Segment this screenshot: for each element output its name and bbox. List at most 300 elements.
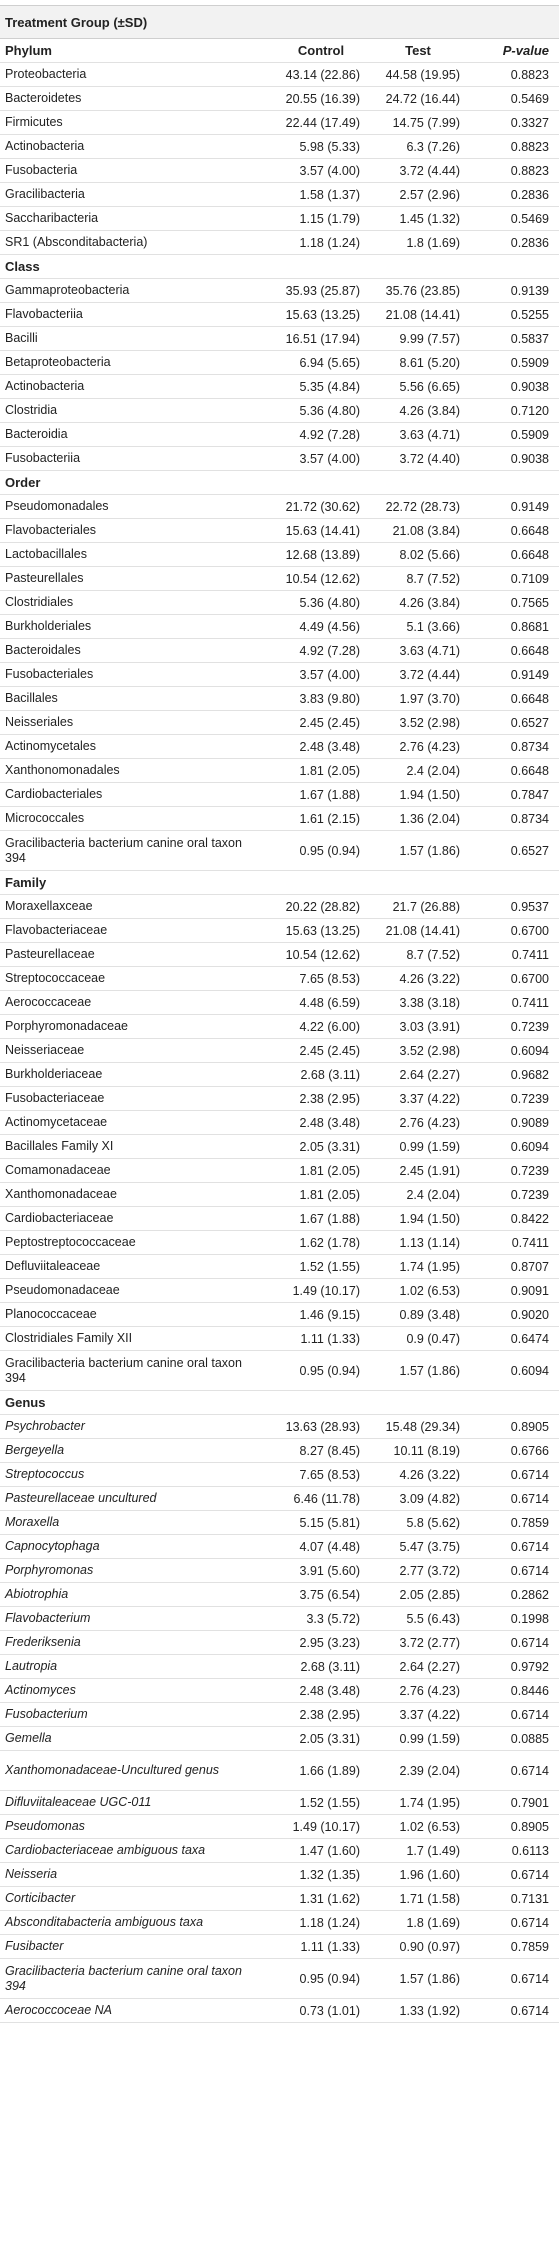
cell-test: 1.94 (1.50) <box>399 1211 460 1226</box>
cell-taxon: Xanthomonadaceae-Uncultured genus <box>5 1763 220 1777</box>
cell-control: 1.47 (1.60) <box>299 1843 360 1858</box>
cell-test: 4.26 (3.22) <box>399 971 460 986</box>
cell-test: 3.37 (4.22) <box>399 1707 460 1722</box>
cell-taxon: Bacillales <box>5 691 58 705</box>
cell-test: 0.9 (0.47) <box>406 1331 460 1346</box>
cell-test: 2.4 (2.04) <box>406 1187 460 1202</box>
table-row <box>0 735 559 759</box>
cell-control: 2.45 (2.45) <box>299 1043 360 1058</box>
cell-taxon: Neisseria <box>5 1867 58 1881</box>
cell-control: 2.68 (3.11) <box>300 1659 360 1674</box>
cell-taxon: Fusobacteria <box>5 163 78 177</box>
cell-taxon: Pasteurellales <box>5 571 84 585</box>
cell-p: 0.1998 <box>510 1611 549 1626</box>
cell-test: 3.09 (4.82) <box>399 1491 460 1506</box>
cell-control: 5.98 (5.33) <box>299 139 360 154</box>
table-row <box>0 1655 559 1679</box>
cell-p: 0.6714 <box>510 1491 549 1506</box>
cell-p: 0.0885 <box>510 1731 549 1746</box>
cell-taxon: Gammaproteobacteria <box>5 283 130 297</box>
cell-p: 0.6527 <box>510 715 549 730</box>
header-p-value: P-value <box>502 43 549 58</box>
cell-test: 5.47 (3.75) <box>399 1539 460 1554</box>
cell-p: 0.6474 <box>510 1331 549 1346</box>
cell-test: 8.02 (5.66) <box>399 547 460 562</box>
cell-control: 2.48 (3.48) <box>299 1683 360 1698</box>
cell-test: 1.8 (1.69) <box>406 1915 460 1930</box>
cell-control: 0.95 (0.94) <box>299 843 360 858</box>
cell-taxon: Fusobacteriales <box>5 667 94 681</box>
table-row <box>0 1679 559 1703</box>
cell-test: 0.99 (1.59) <box>399 1731 460 1746</box>
cell-p: 0.8734 <box>510 739 549 754</box>
cell-taxon: Flavobacterium <box>5 1611 91 1625</box>
cell-control: 1.18 (1.24) <box>299 1915 360 1930</box>
cell-p: 0.2862 <box>510 1587 549 1602</box>
cell-p: 0.7120 <box>510 403 549 418</box>
cell-test: 1.71 (1.58) <box>399 1891 460 1906</box>
cell-test: 3.03 (3.91) <box>399 1019 460 1034</box>
cell-test: 3.72 (4.44) <box>399 667 460 682</box>
cell-control: 1.32 (1.35) <box>299 1867 360 1882</box>
cell-p: 0.6714 <box>510 1635 549 1650</box>
cell-control: 0.95 (0.94) <box>299 1363 360 1378</box>
cell-test: 1.8 (1.69) <box>406 235 460 250</box>
cell-taxon: Peptostreptococcaceae <box>5 1235 136 1249</box>
cell-p: 0.9089 <box>510 1115 549 1130</box>
cell-p: 0.6094 <box>510 1043 549 1058</box>
cell-p: 0.6714 <box>510 1467 549 1482</box>
cell-taxon: Betaproteobacteria <box>5 355 111 369</box>
table-row <box>0 87 559 111</box>
cell-taxon: Lactobacillales <box>5 547 87 561</box>
cell-control: 1.52 (1.55) <box>299 1259 360 1274</box>
cell-test: 0.99 (1.59) <box>399 1139 460 1154</box>
cell-taxon: Pseudomonadales <box>5 499 109 513</box>
cell-control: 15.63 (13.25) <box>285 923 360 938</box>
cell-taxon: Cardiobacteriales <box>5 787 103 801</box>
cell-control: 3.75 (6.54) <box>299 1587 360 1602</box>
cell-test: 4.26 (3.84) <box>399 403 460 418</box>
cell-taxon: Difluviitaleaceae UGC-011 <box>5 1795 152 1809</box>
cell-taxon: Comamonadaceae <box>5 1163 111 1177</box>
table-row <box>0 447 559 471</box>
table-row <box>0 159 559 183</box>
cell-taxon: Fusobacteriia <box>5 451 81 465</box>
cell-control: 2.48 (3.48) <box>299 1115 360 1130</box>
cell-p: 0.8823 <box>510 163 549 178</box>
cell-p: 0.8681 <box>510 619 549 634</box>
cell-taxon: Clostridia <box>5 403 58 417</box>
table-row <box>0 1415 559 1439</box>
cell-test: 2.76 (4.23) <box>399 1115 460 1130</box>
table-row <box>0 1631 559 1655</box>
section-heading: Family <box>0 871 559 895</box>
table-row <box>0 1303 559 1327</box>
cell-control: 1.18 (1.24) <box>299 235 360 250</box>
cell-p: 0.7411 <box>511 1235 549 1250</box>
cell-taxon: Actinomycetales <box>5 739 97 753</box>
cell-test: 2.64 (2.27) <box>399 1659 460 1674</box>
cell-p: 0.7239 <box>510 1019 549 1034</box>
cell-control: 5.15 (5.81) <box>299 1515 360 1530</box>
cell-taxon: Pseudomonadaceae <box>5 1283 120 1297</box>
cell-taxon: Flavobacteriaceae <box>5 923 108 937</box>
table-row <box>0 639 559 663</box>
table-row <box>0 1487 559 1511</box>
cell-p: 0.7411 <box>511 947 549 962</box>
cell-taxon: Actinomycetaceae <box>5 1115 108 1129</box>
cell-control: 4.07 (4.48) <box>299 1539 360 1554</box>
cell-test: 8.7 (7.52) <box>406 571 460 586</box>
cell-p: 0.8422 <box>510 1211 549 1226</box>
cell-p: 0.8734 <box>510 811 549 826</box>
table-row <box>0 495 559 519</box>
cell-p: 0.6700 <box>510 923 549 938</box>
table-row <box>0 1863 559 1887</box>
cell-p: 0.7859 <box>510 1515 549 1530</box>
cell-test: 5.5 (6.43) <box>406 1611 460 1626</box>
cell-p: 0.7859 <box>510 1939 549 1954</box>
table-row <box>0 183 559 207</box>
cell-control: 0.95 (0.94) <box>299 1971 360 1986</box>
cell-test: 6.3 (7.26) <box>406 139 460 154</box>
cell-p: 0.5909 <box>510 427 549 442</box>
cell-control: 1.66 (1.89) <box>299 1763 360 1778</box>
cell-control: 3.3 (5.72) <box>306 1611 360 1626</box>
cell-control: 22.44 (17.49) <box>285 115 360 130</box>
cell-control: 1.61 (2.15) <box>299 811 360 826</box>
cell-test: 2.4 (2.04) <box>406 763 460 778</box>
cell-p: 0.9537 <box>510 899 549 914</box>
cell-control: 12.68 (13.89) <box>285 547 360 562</box>
cell-taxon: Proteobacteria <box>5 67 87 81</box>
cell-p: 0.7565 <box>510 595 549 610</box>
cell-test: 2.77 (3.72) <box>399 1563 460 1578</box>
table-row <box>0 567 559 591</box>
cell-test: 1.13 (1.14) <box>399 1235 460 1250</box>
cell-test: 4.26 (3.84) <box>399 595 460 610</box>
cell-taxon: Pseudomonas <box>5 1819 85 1833</box>
cell-taxon: Neisseriaceae <box>5 1043 85 1057</box>
cell-test: 0.90 (0.97) <box>399 1939 460 1954</box>
cell-test: 1.33 (1.92) <box>399 2003 460 2018</box>
cell-test: 3.63 (4.71) <box>399 427 460 442</box>
cell-test: 1.36 (2.04) <box>399 811 460 826</box>
cell-control: 1.15 (1.79) <box>299 211 360 226</box>
table-row <box>0 1559 559 1583</box>
table-row <box>0 1015 559 1039</box>
cell-control: 15.63 (13.25) <box>285 307 360 322</box>
cell-taxon: Bacteroidia <box>5 427 68 441</box>
table-row <box>0 615 559 639</box>
cell-control: 2.05 (3.31) <box>299 1139 360 1154</box>
cell-taxon: Clostridiales <box>5 595 74 609</box>
cell-p: 0.6527 <box>510 843 549 858</box>
cell-taxon: Actinobacteria <box>5 379 85 393</box>
cell-control: 1.31 (1.62) <box>299 1891 360 1906</box>
table-row <box>0 1463 559 1487</box>
cell-p: 0.9149 <box>510 499 549 514</box>
cell-control: 43.14 (22.86) <box>285 67 360 82</box>
cell-control: 3.91 (5.60) <box>299 1563 360 1578</box>
cell-p: 0.6714 <box>510 1971 549 1986</box>
table-row <box>0 1327 559 1351</box>
cell-test: 3.63 (4.71) <box>399 643 460 658</box>
cell-test: 1.57 (1.86) <box>399 1363 460 1378</box>
cell-test: 2.64 (2.27) <box>399 1067 460 1082</box>
cell-test: 8.61 (5.20) <box>399 355 460 370</box>
cell-test: 2.76 (4.23) <box>399 739 460 754</box>
cell-test: 21.7 (26.88) <box>392 899 460 914</box>
table-row <box>0 943 559 967</box>
cell-control: 5.36 (4.80) <box>299 403 360 418</box>
cell-p: 0.7109 <box>510 571 549 586</box>
cell-control: 6.46 (11.78) <box>293 1491 360 1506</box>
header-test: Test <box>405 43 431 58</box>
cell-control: 7.65 (8.53) <box>299 1467 360 1482</box>
table-row <box>0 423 559 447</box>
cell-taxon: Lautropia <box>5 1659 58 1673</box>
cell-test: 1.97 (3.70) <box>399 691 460 706</box>
table-row <box>0 1255 559 1279</box>
cell-control: 1.46 (9.15) <box>299 1307 360 1322</box>
cell-taxon: SR1 (Absconditabacteria) <box>5 235 148 249</box>
cell-control: 5.36 (4.80) <box>299 595 360 610</box>
table-row <box>0 1583 559 1607</box>
table-row <box>0 1935 559 1959</box>
cell-taxon: Moraxellaxceae <box>5 899 93 913</box>
cell-p: 0.9038 <box>510 379 549 394</box>
table-row <box>0 663 559 687</box>
cell-p: 0.8905 <box>510 1419 549 1434</box>
cell-taxon: Gracilibacteria bacterium canine oral taxon 394 <box>5 835 242 865</box>
cell-p: 0.7901 <box>510 1795 549 1810</box>
cell-control: 8.27 (8.45) <box>299 1443 360 1458</box>
cell-taxon: Burkholderiales <box>5 619 92 633</box>
cell-p: 0.6714 <box>510 1539 549 1554</box>
cell-p: 0.6714 <box>510 1763 549 1778</box>
cell-p: 0.5909 <box>510 355 549 370</box>
cell-control: 1.67 (1.88) <box>299 1211 360 1226</box>
cell-taxon: Neisseriales <box>5 715 74 729</box>
table-row <box>0 1039 559 1063</box>
cell-taxon: Flavobacteriales <box>5 523 97 537</box>
cell-test: 1.57 (1.86) <box>399 1971 460 1986</box>
cell-p: 0.6648 <box>510 763 549 778</box>
cell-control: 4.48 (6.59) <box>299 995 360 1010</box>
cell-taxon: Planococcaceae <box>5 1307 97 1321</box>
cell-p: 0.6714 <box>510 1915 549 1930</box>
cell-p: 0.6113 <box>511 1843 549 1858</box>
table-row <box>0 1231 559 1255</box>
cell-p: 0.5837 <box>510 331 549 346</box>
table-row <box>0 1439 559 1463</box>
cell-control: 2.48 (3.48) <box>299 739 360 754</box>
table-row <box>0 1351 559 1391</box>
table-row <box>0 231 559 255</box>
table-row <box>0 967 559 991</box>
cell-taxon: Clostridiales Family XII <box>5 1331 133 1345</box>
cell-control: 2.45 (2.45) <box>299 715 360 730</box>
cell-taxon: Moraxella <box>5 1515 60 1529</box>
cell-control: 2.05 (3.31) <box>299 1731 360 1746</box>
table-row <box>0 991 559 1015</box>
cell-taxon: Capnocytophaga <box>5 1539 100 1553</box>
cell-control: 2.38 (2.95) <box>299 1091 360 1106</box>
cell-p: 0.6648 <box>510 523 549 538</box>
table-row <box>0 327 559 351</box>
cell-p: 0.6714 <box>510 1707 549 1722</box>
table-row <box>0 783 559 807</box>
table-row <box>0 1607 559 1631</box>
cell-p: 0.9149 <box>510 667 549 682</box>
table-row <box>0 1279 559 1303</box>
section-heading: Genus <box>0 1391 559 1415</box>
table-row <box>0 1511 559 1535</box>
table-row <box>0 1911 559 1935</box>
table-row <box>0 279 559 303</box>
cell-control: 1.11 (1.33) <box>300 1939 360 1954</box>
section-heading: Order <box>0 471 559 495</box>
section-heading: Class <box>0 255 559 279</box>
cell-p: 0.6648 <box>510 643 549 658</box>
cell-test: 3.72 (4.44) <box>399 163 460 178</box>
cell-test: 21.08 (3.84) <box>392 523 460 538</box>
cell-taxon: Streptococcaceae <box>5 971 106 985</box>
cell-control: 2.68 (3.11) <box>300 1067 360 1082</box>
cell-control: 4.49 (4.56) <box>299 619 360 634</box>
table-row <box>0 351 559 375</box>
cell-taxon: Micrococcales <box>5 811 85 825</box>
cell-test: 5.1 (3.66) <box>406 619 460 634</box>
cell-p: 0.6094 <box>510 1139 549 1154</box>
cell-test: 1.02 (6.53) <box>399 1283 460 1298</box>
cell-test: 22.72 (28.73) <box>385 499 460 514</box>
table-row <box>0 63 559 87</box>
cell-taxon: Firmicutes <box>5 115 63 129</box>
cell-control: 3.57 (4.00) <box>299 667 360 682</box>
cell-p: 0.2836 <box>510 187 549 202</box>
table-row <box>0 1959 559 1999</box>
cell-test: 3.72 (4.40) <box>399 451 460 466</box>
table-row <box>0 895 559 919</box>
cell-p: 0.6766 <box>510 1443 549 1458</box>
cell-p: 0.6648 <box>510 547 549 562</box>
cell-p: 0.8823 <box>510 67 549 82</box>
cell-test: 3.38 (3.18) <box>399 995 460 1010</box>
cell-p: 0.3327 <box>510 115 549 130</box>
cell-control: 10.54 (12.62) <box>285 571 360 586</box>
cell-test: 1.74 (1.95) <box>399 1259 460 1274</box>
cell-p: 0.9091 <box>510 1283 549 1298</box>
cell-taxon: Streptococcus <box>5 1467 85 1481</box>
cell-taxon: Fusibacter <box>5 1939 64 1953</box>
cell-p: 0.6094 <box>510 1363 549 1378</box>
cell-control: 3.57 (4.00) <box>299 163 360 178</box>
cell-taxon: Gracilibacteria <box>5 187 85 201</box>
table-row <box>0 831 559 871</box>
cell-control: 7.65 (8.53) <box>299 971 360 986</box>
cell-control: 1.67 (1.88) <box>299 787 360 802</box>
table-row <box>0 543 559 567</box>
cell-test: 15.48 (29.34) <box>385 1419 460 1434</box>
cell-control: 2.38 (2.95) <box>299 1707 360 1722</box>
table-row <box>0 1207 559 1231</box>
cell-taxon: Psychrobacter <box>5 1419 85 1433</box>
cell-control: 5.35 (4.84) <box>299 379 360 394</box>
cell-test: 10.11 (8.19) <box>393 1443 460 1458</box>
cell-taxon: Gracilibacteria bacterium canine oral taxon 394 <box>5 1963 242 1993</box>
cell-p: 0.9038 <box>510 451 549 466</box>
cell-p: 0.9682 <box>510 1067 549 1082</box>
cell-taxon: Gracilibacteria bacterium canine oral taxon 394 <box>5 1355 242 1385</box>
cell-p: 0.6714 <box>510 1867 549 1882</box>
table-row <box>0 111 559 135</box>
cell-taxon: Actinobacteria <box>5 139 85 153</box>
cell-test: 14.75 (7.99) <box>392 115 460 130</box>
cell-test: 3.37 (4.22) <box>399 1091 460 1106</box>
cell-p: 0.5469 <box>510 91 549 106</box>
cell-test: 24.72 (16.44) <box>385 91 460 106</box>
table-row <box>0 1727 559 1751</box>
cell-control: 6.94 (5.65) <box>299 355 360 370</box>
cell-p: 0.7411 <box>511 995 549 1010</box>
table-header <box>0 39 559 63</box>
cell-taxon: Xanthomonadaceae <box>5 1187 117 1201</box>
cell-taxon: Aerococcoceae NA <box>5 2003 113 2017</box>
table-row <box>0 375 559 399</box>
cell-control: 1.49 (10.17) <box>292 1819 360 1834</box>
cell-control: 13.63 (28.93) <box>285 1419 360 1434</box>
table-row <box>0 1535 559 1559</box>
cell-taxon: Gemella <box>5 1731 52 1745</box>
cell-p: 0.8905 <box>510 1819 549 1834</box>
cell-test: 0.89 (3.48) <box>399 1307 460 1322</box>
cell-taxon: Bacilli <box>5 331 38 345</box>
cell-p: 0.7239 <box>510 1163 549 1178</box>
cell-p: 0.9792 <box>510 1659 549 1674</box>
cell-test: 2.57 (2.96) <box>399 187 460 202</box>
cell-control: 0.73 (1.01) <box>299 2003 360 2018</box>
cell-test: 3.52 (2.98) <box>399 1043 460 1058</box>
cell-test: 44.58 (19.95) <box>385 67 460 82</box>
cell-p: 0.6700 <box>510 971 549 986</box>
table-row <box>0 1159 559 1183</box>
table-row <box>0 399 559 423</box>
table-row <box>0 759 559 783</box>
cell-taxon: Aerococcaceae <box>5 995 92 1009</box>
table-row <box>0 1087 559 1111</box>
cell-control: 20.22 (28.82) <box>285 899 360 914</box>
cell-taxon: Bacteroidetes <box>5 91 82 105</box>
table-row <box>0 591 559 615</box>
cell-p: 0.7847 <box>510 787 549 802</box>
table-row <box>0 1839 559 1863</box>
cell-p: 0.2836 <box>510 235 549 250</box>
cell-taxon: Cardiobacteriaceae <box>5 1211 114 1225</box>
cell-taxon: Absconditabacteria ambiguous taxa <box>5 1915 204 1929</box>
table-row <box>0 1183 559 1207</box>
cell-test: 5.56 (6.65) <box>399 379 460 394</box>
cell-control: 10.54 (12.62) <box>285 947 360 962</box>
cell-test: 1.94 (1.50) <box>399 787 460 802</box>
cell-taxon: Bacteroidales <box>5 643 81 657</box>
cell-control: 21.72 (30.62) <box>285 499 360 514</box>
table-row <box>0 1815 559 1839</box>
cell-control: 3.57 (4.00) <box>299 451 360 466</box>
cell-taxon: Corticibacter <box>5 1891 76 1905</box>
